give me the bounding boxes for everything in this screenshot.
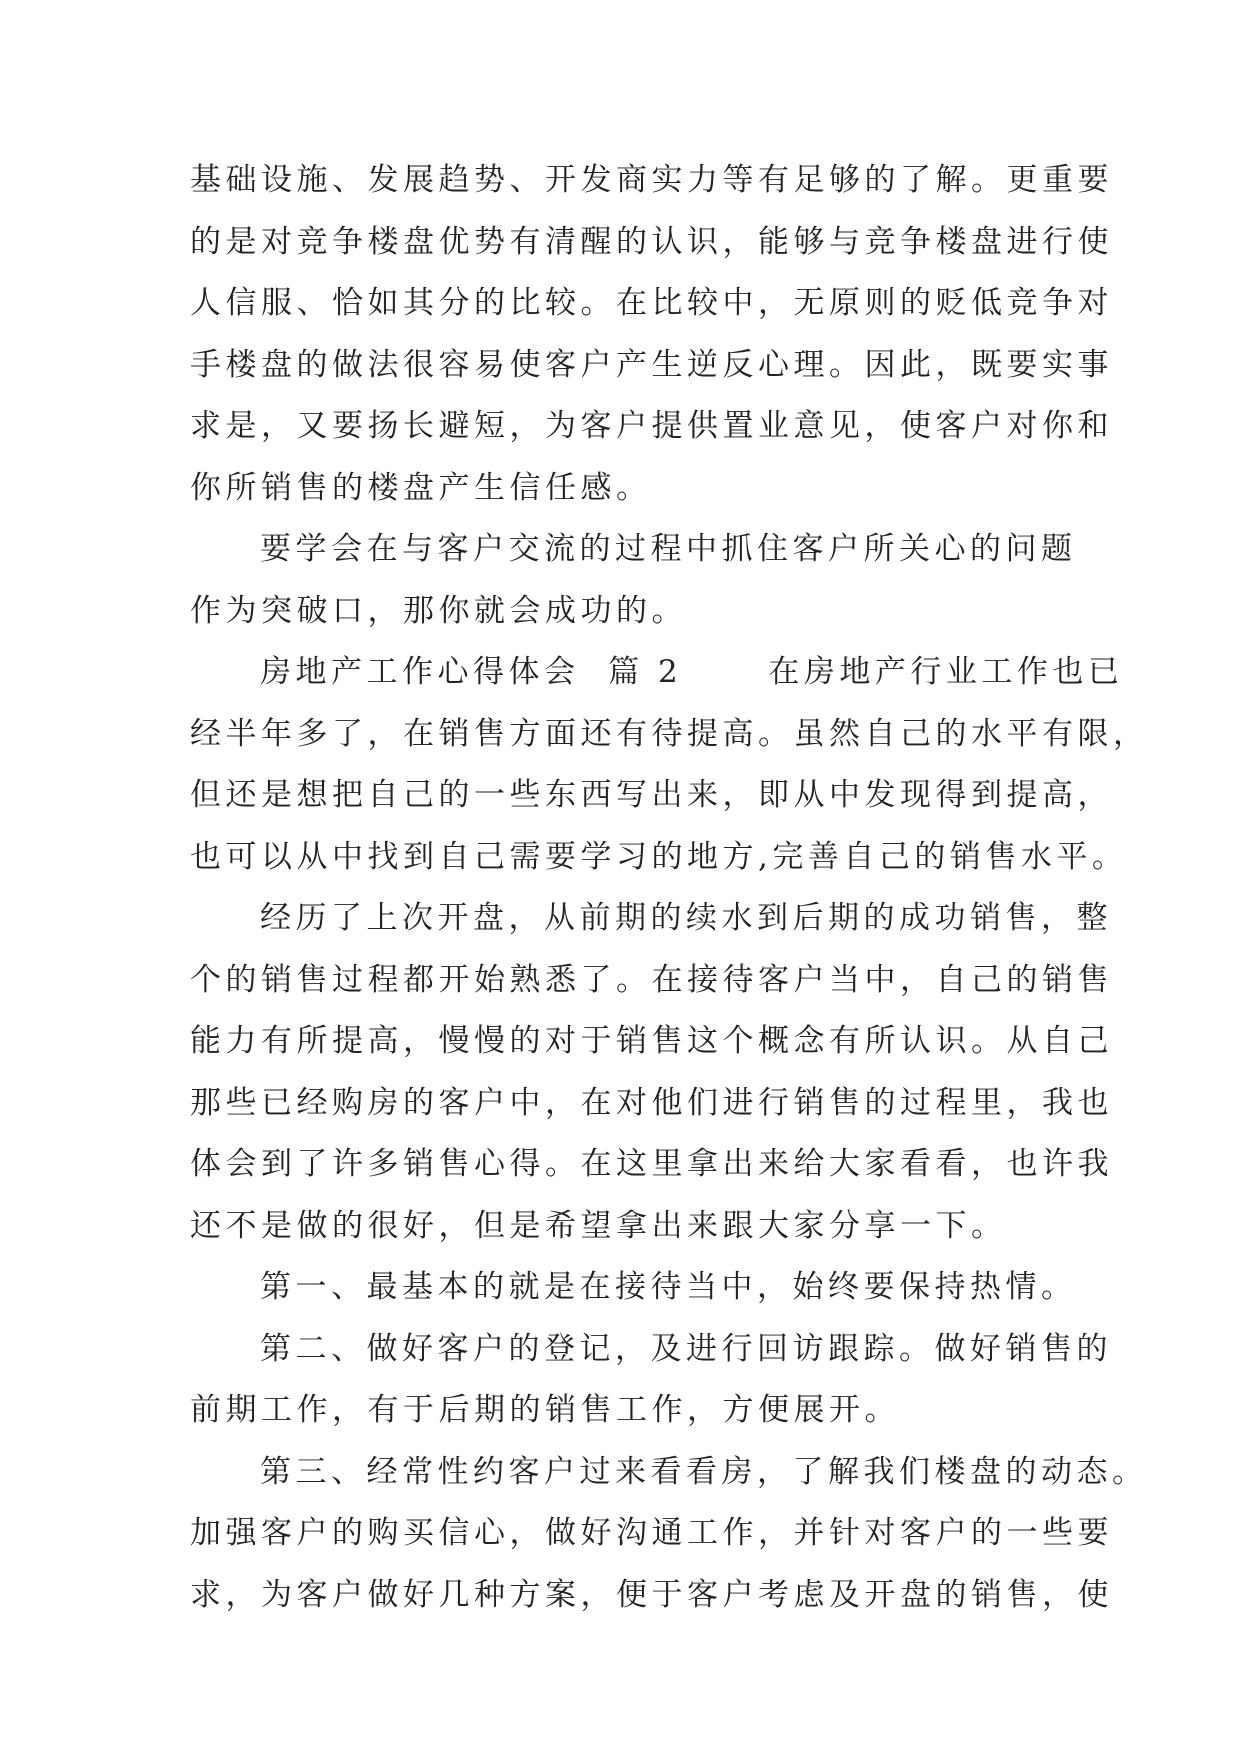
section-heading-line: 房地产工作心得体会 篇 2 在房地产行业工作也已	[260, 654, 1124, 690]
text-line: 也可以从中找到自己需要学习的地方,完善自己的销售水平。	[190, 838, 1128, 875]
text-line: 第三、经常性约客户过来看看房，了解我们楼盘的动态。	[260, 1453, 1148, 1490]
paragraph-6	[190, 1319, 1112, 1442]
text-line: 基础设施、发展趋势、开发商实力等有足够的了解。更重要	[190, 162, 1113, 198]
text-line: 体会到了许多销售心得。在这里拿出来给大家看看，也许我	[190, 1146, 1113, 1182]
text-line: 前期工作，有于后期的销售工作，方便展开。	[190, 1392, 900, 1428]
paragraph-2	[190, 519, 1077, 642]
text-line: 经历了上次开盘，从前期的续水到后期的成功销售，整	[260, 900, 1112, 936]
text-line: 你所销售的楼盘产生信任感。	[190, 469, 652, 506]
document-body	[190, 150, 1149, 1626]
text-line: 作为突破口，那你就会成功的。	[190, 592, 687, 629]
text-line: 加强客户的购买信心，做好沟通工作，并针对客户的一些要	[190, 1515, 1113, 1551]
paragraph-7	[190, 1442, 1148, 1627]
text-line: 人信服、恰如其分的比较。在比较中，无原则的贬低竞争对	[190, 285, 1113, 321]
text-line: 第二、做好客户的登记，及进行回访跟踪。做好销售的	[260, 1330, 1112, 1367]
text-line: 个的销售过程都开始熟悉了。在接待客户当中，自己的销售	[190, 961, 1113, 998]
text-line: 手楼盘的做法很容易使客户产生逆反心理。因此，既要实事	[190, 346, 1113, 383]
text-line: 经半年多了，在销售方面还有待提高。虽然自己的水平有限，	[190, 715, 1149, 752]
text-line: 求，为客户做好几种方案，便于客户考虑及开盘的销售，使	[190, 1576, 1113, 1613]
text-line: 第一、最基本的就是在接待当中，始终要保持热情。	[260, 1269, 1077, 1305]
text-line: 求是，又要扬长避短，为客户提供置业意见，使客户对你和	[190, 408, 1113, 444]
text-line: 还不是做的很好，但是希望拿出来跟大家分享一下。	[190, 1207, 1007, 1244]
text-line: 那些已经购房的客户中，在对他们进行销售的过程里，我也	[190, 1084, 1113, 1121]
text-line: 要学会在与客户交流的过程中抓住客户所关心的问题	[260, 531, 1077, 567]
text-line: 但还是想把自己的一些东西写出来，即从中发现得到提高，	[190, 777, 1113, 813]
paragraph-3	[190, 642, 1149, 888]
paragraph-5	[190, 1257, 1077, 1319]
text-line: 的是对竞争楼盘优势有清醒的认识，能够与竞争楼盘进行使	[190, 223, 1113, 260]
text-line: 能力有所提高，慢慢的对于销售这个概念有所认识。从自己	[190, 1023, 1113, 1059]
paragraph-4	[190, 888, 1113, 1257]
paragraph-1	[190, 150, 1113, 519]
